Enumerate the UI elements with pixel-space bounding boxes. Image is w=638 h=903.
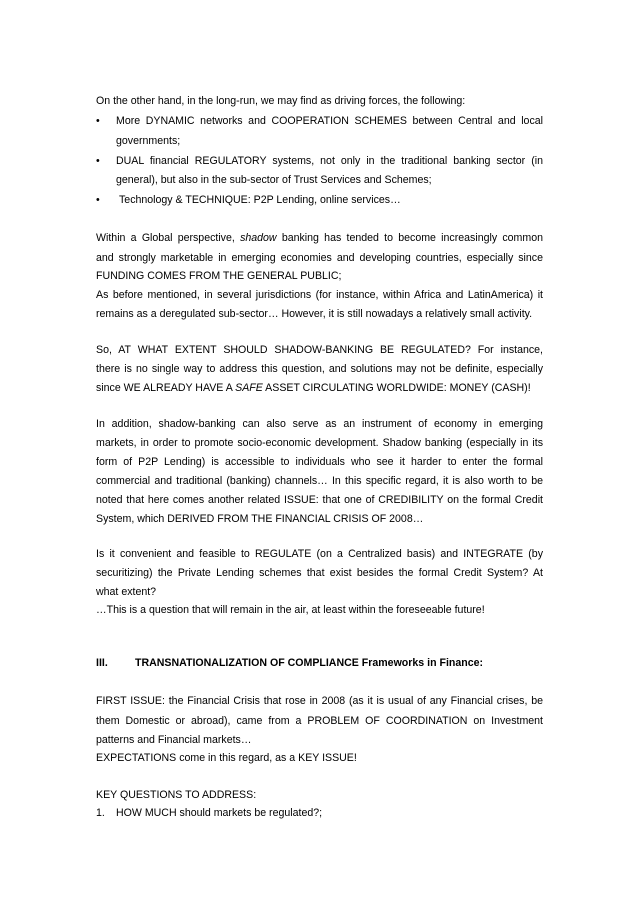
paragraph-4-line-3: form of P2P Lending) is accessible to individuals who see it harder to enter the formal (96, 456, 543, 468)
section-heading: TRANSNATIONALIZATION OF COMPLIANCE Frameworks in Finance: (135, 657, 484, 669)
paragraph-2-line-1 (96, 232, 543, 245)
list-number: 1. (96, 807, 105, 819)
paragraph-5-line-3: what extent? (96, 586, 157, 598)
paragraph-6-line-3: patterns and Financial markets… (96, 734, 252, 746)
paragraph-4-line-6: System, which DERIVED FROM THE FINANCIAL CRISIS OF 2008… (96, 513, 424, 525)
paragraph-2-line-4: As before mentioned, in several jurisdictions (for instance, within Africa and LatinAmerica) it (96, 289, 543, 301)
paragraph-5-line-4: …This is a question that will remain in the air, at least within the foreseeable future! (96, 604, 485, 616)
paragraph-4-line-1: In addition, shadow-banking can also serve as an instrument of economy in emerging (96, 418, 543, 430)
paragraph-3-line-3 (96, 382, 543, 395)
list-item-1: HOW MUCH should markets be regulated?; (116, 807, 323, 819)
section-number: III. (96, 657, 108, 669)
paragraph-5-line-1: Is it convenient and feasible to REGULATE (on a Centralized basis) and INTEGRATE (by (96, 548, 543, 560)
paragraph-4-line-5: noted that here comes another related ISSUE: that one of CREDIBILITY on the formal Credit (96, 494, 543, 506)
bullet-icon: • (96, 115, 100, 127)
paragraph-6-line-2: them Domestic or abroad), came from a PROBLEM OF COORDINATION on Investment (96, 715, 543, 727)
text-span: Within a Global perspective, (96, 232, 241, 244)
paragraph-6-line-1: FIRST ISSUE: the Financial Crisis that rose in 2008 (as it is usual of any Financial crises, be (96, 695, 543, 707)
bullet-icon: • (96, 155, 100, 167)
bullet-2-line-2: general), but also in the sub-sector of Trust Services and Schemes; (116, 174, 432, 186)
paragraph-4-line-4: commercial and traditional (banking) channels… In this specific regard, it is also worth to be (96, 475, 543, 487)
emphasis-text: SAFE (235, 382, 263, 394)
paragraph-2-line-3: FUNDING COMES FROM THE GENERAL PUBLIC; (96, 270, 342, 282)
bullet-3-line: Technology & TECHNIQUE: P2P Lending, online services… (119, 194, 401, 206)
paragraph-3-line-1: So, AT WHAT EXTENT SHOULD SHADOW-BANKING BE REGULATED? For instance, (96, 344, 543, 356)
text-span: since WE ALREADY HAVE A (96, 382, 236, 394)
bullet-1-line-2: governments; (116, 135, 181, 147)
bullet-icon: • (96, 194, 100, 206)
text-span: ASSET CIRCULATING WORLDWIDE: MONEY (CASH)! (262, 382, 531, 394)
bullet-2-line-1: DUAL financial REGULATORY systems, not only in the traditional banking sector (in (116, 155, 543, 167)
intro-line: On the other hand, in the long-run, we may find as driving forces, the following: (96, 95, 466, 107)
paragraph-4-line-2: markets, in order to promote socio-economic development. Shadow banking (especially in its (96, 437, 543, 449)
paragraph-2-line-2: and strongly marketable in emerging economies and developing countries, especially since (96, 252, 543, 264)
paragraph-2-line-5: remains as a deregulated sub-sector… However, it is still nowadays a relatively small activity. (96, 308, 533, 320)
emphasis-text: shadow (240, 232, 277, 244)
paragraph-7-line-1: KEY QUESTIONS TO ADDRESS: (96, 789, 257, 801)
paragraph-6-line-4: EXPECTATIONS come in this regard, as a KEY ISSUE! (96, 752, 357, 764)
paragraph-3-line-2: there is no single way to address this question, and solutions may not be definite, especially (96, 363, 543, 375)
bullet-1-line-1: More DYNAMIC networks and COOPERATION SCHEMES between Central and local (116, 115, 543, 127)
paragraph-5-line-2: securitizing) the Private Lending schemes that exist besides the formal Credit System? At (96, 567, 543, 579)
text-span: banking has tended to become increasingly common (276, 232, 543, 244)
